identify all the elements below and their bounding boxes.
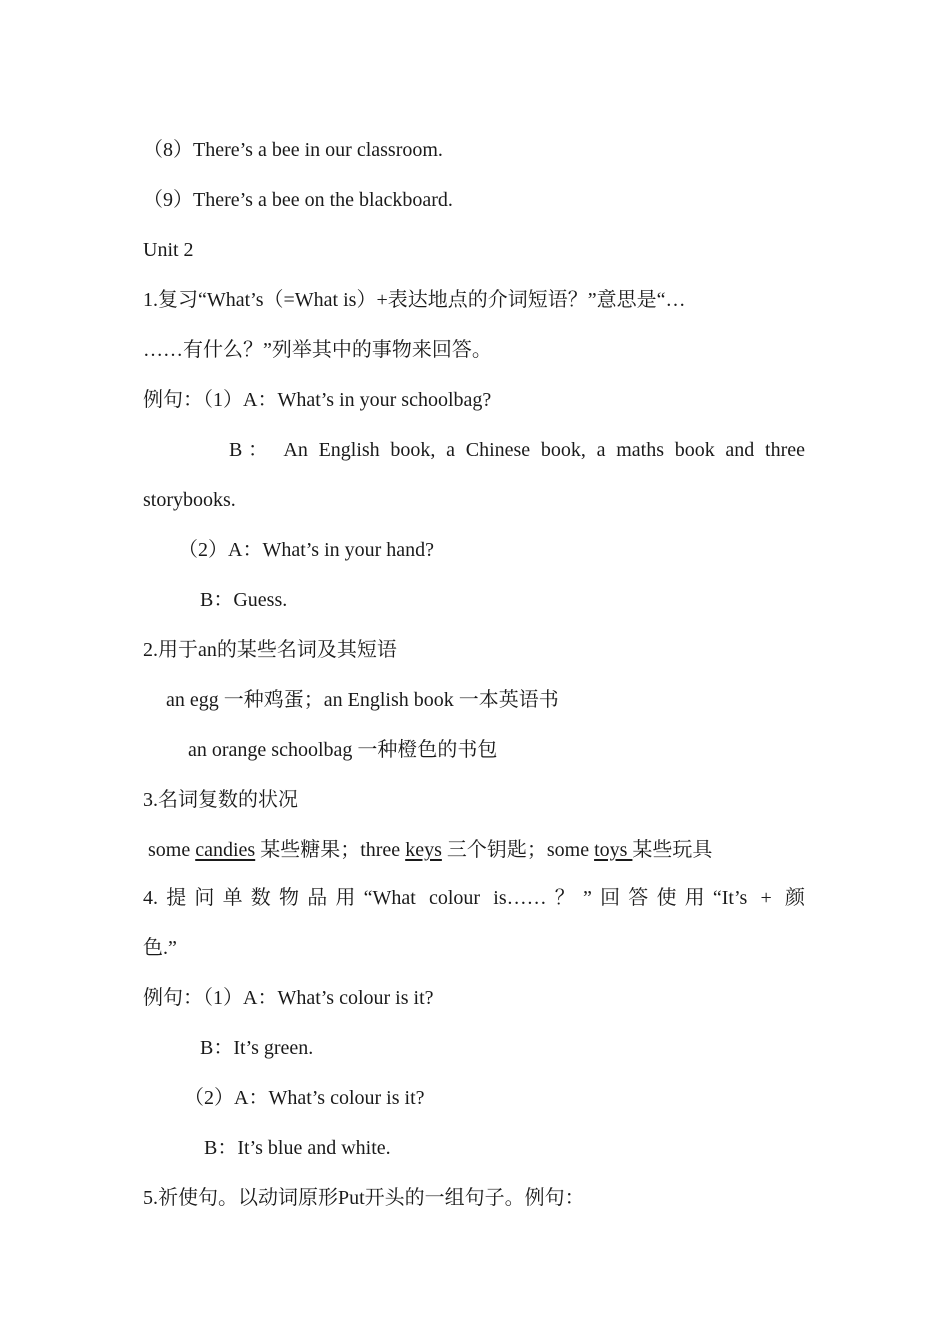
- underlined-word: toys: [594, 839, 633, 861]
- point-1-line-2: ……有什么？”列举其中的事物来回答。: [143, 339, 492, 361]
- underlined-word: keys: [405, 839, 442, 861]
- text: some: [148, 839, 196, 861]
- example-2-answer: B：Guess.: [200, 589, 288, 611]
- point-5-heading: 5.祈使句。以动词原形Put开头的一组句子。例句：: [143, 1187, 585, 1209]
- point-2-heading: 2.用于an的某些名词及其短语: [143, 639, 397, 661]
- underlined-word: candies: [195, 839, 256, 861]
- text: 某些糖果；three: [255, 839, 406, 861]
- point-2-phrases-a: an egg 一种鸡蛋；an English book 一本英语书: [166, 689, 559, 711]
- example-line-8: （8）There’s a bee in our classroom.: [143, 139, 443, 161]
- example-3-answer: B：It’s green.: [200, 1037, 314, 1059]
- point-1-line-1: 1.复习“What’s（=What is）+表达地点的介词短语？”意思是“…: [143, 289, 686, 311]
- example-1-question: 例句：（1）A：What’s in your schoolbag?: [143, 389, 492, 411]
- point-2-phrases-b: an orange schoolbag 一种橙色的书包: [188, 739, 498, 761]
- example-4-question: （2）A：What’s colour is it?: [184, 1087, 425, 1109]
- example-line-9: （9）There’s a bee on the blackboard.: [143, 189, 453, 211]
- point-3-examples: [148, 836, 712, 864]
- example-4-answer: B：It’s blue and white.: [204, 1137, 391, 1159]
- example-3-question: 例句：（1）A：What’s colour is it?: [143, 987, 434, 1009]
- unit-heading: Unit 2: [143, 239, 194, 261]
- text: 三个钥匙；some: [441, 839, 595, 861]
- text: 某些玩具: [632, 839, 713, 861]
- example-2-question: （2）A：What’s in your hand?: [178, 539, 435, 561]
- point-3-heading: 3.名词复数的状况: [143, 789, 298, 811]
- example-1-answer: B： An English book, a Chinese book, a maths book and three: [229, 439, 805, 461]
- point-4-line-1: 4.提问单数物品用“What colour is……？”回答使用“It’s + 颜: [143, 887, 805, 909]
- point-4-line-2: 色.”: [143, 937, 177, 959]
- example-1-answer-cont: storybooks.: [143, 489, 236, 511]
